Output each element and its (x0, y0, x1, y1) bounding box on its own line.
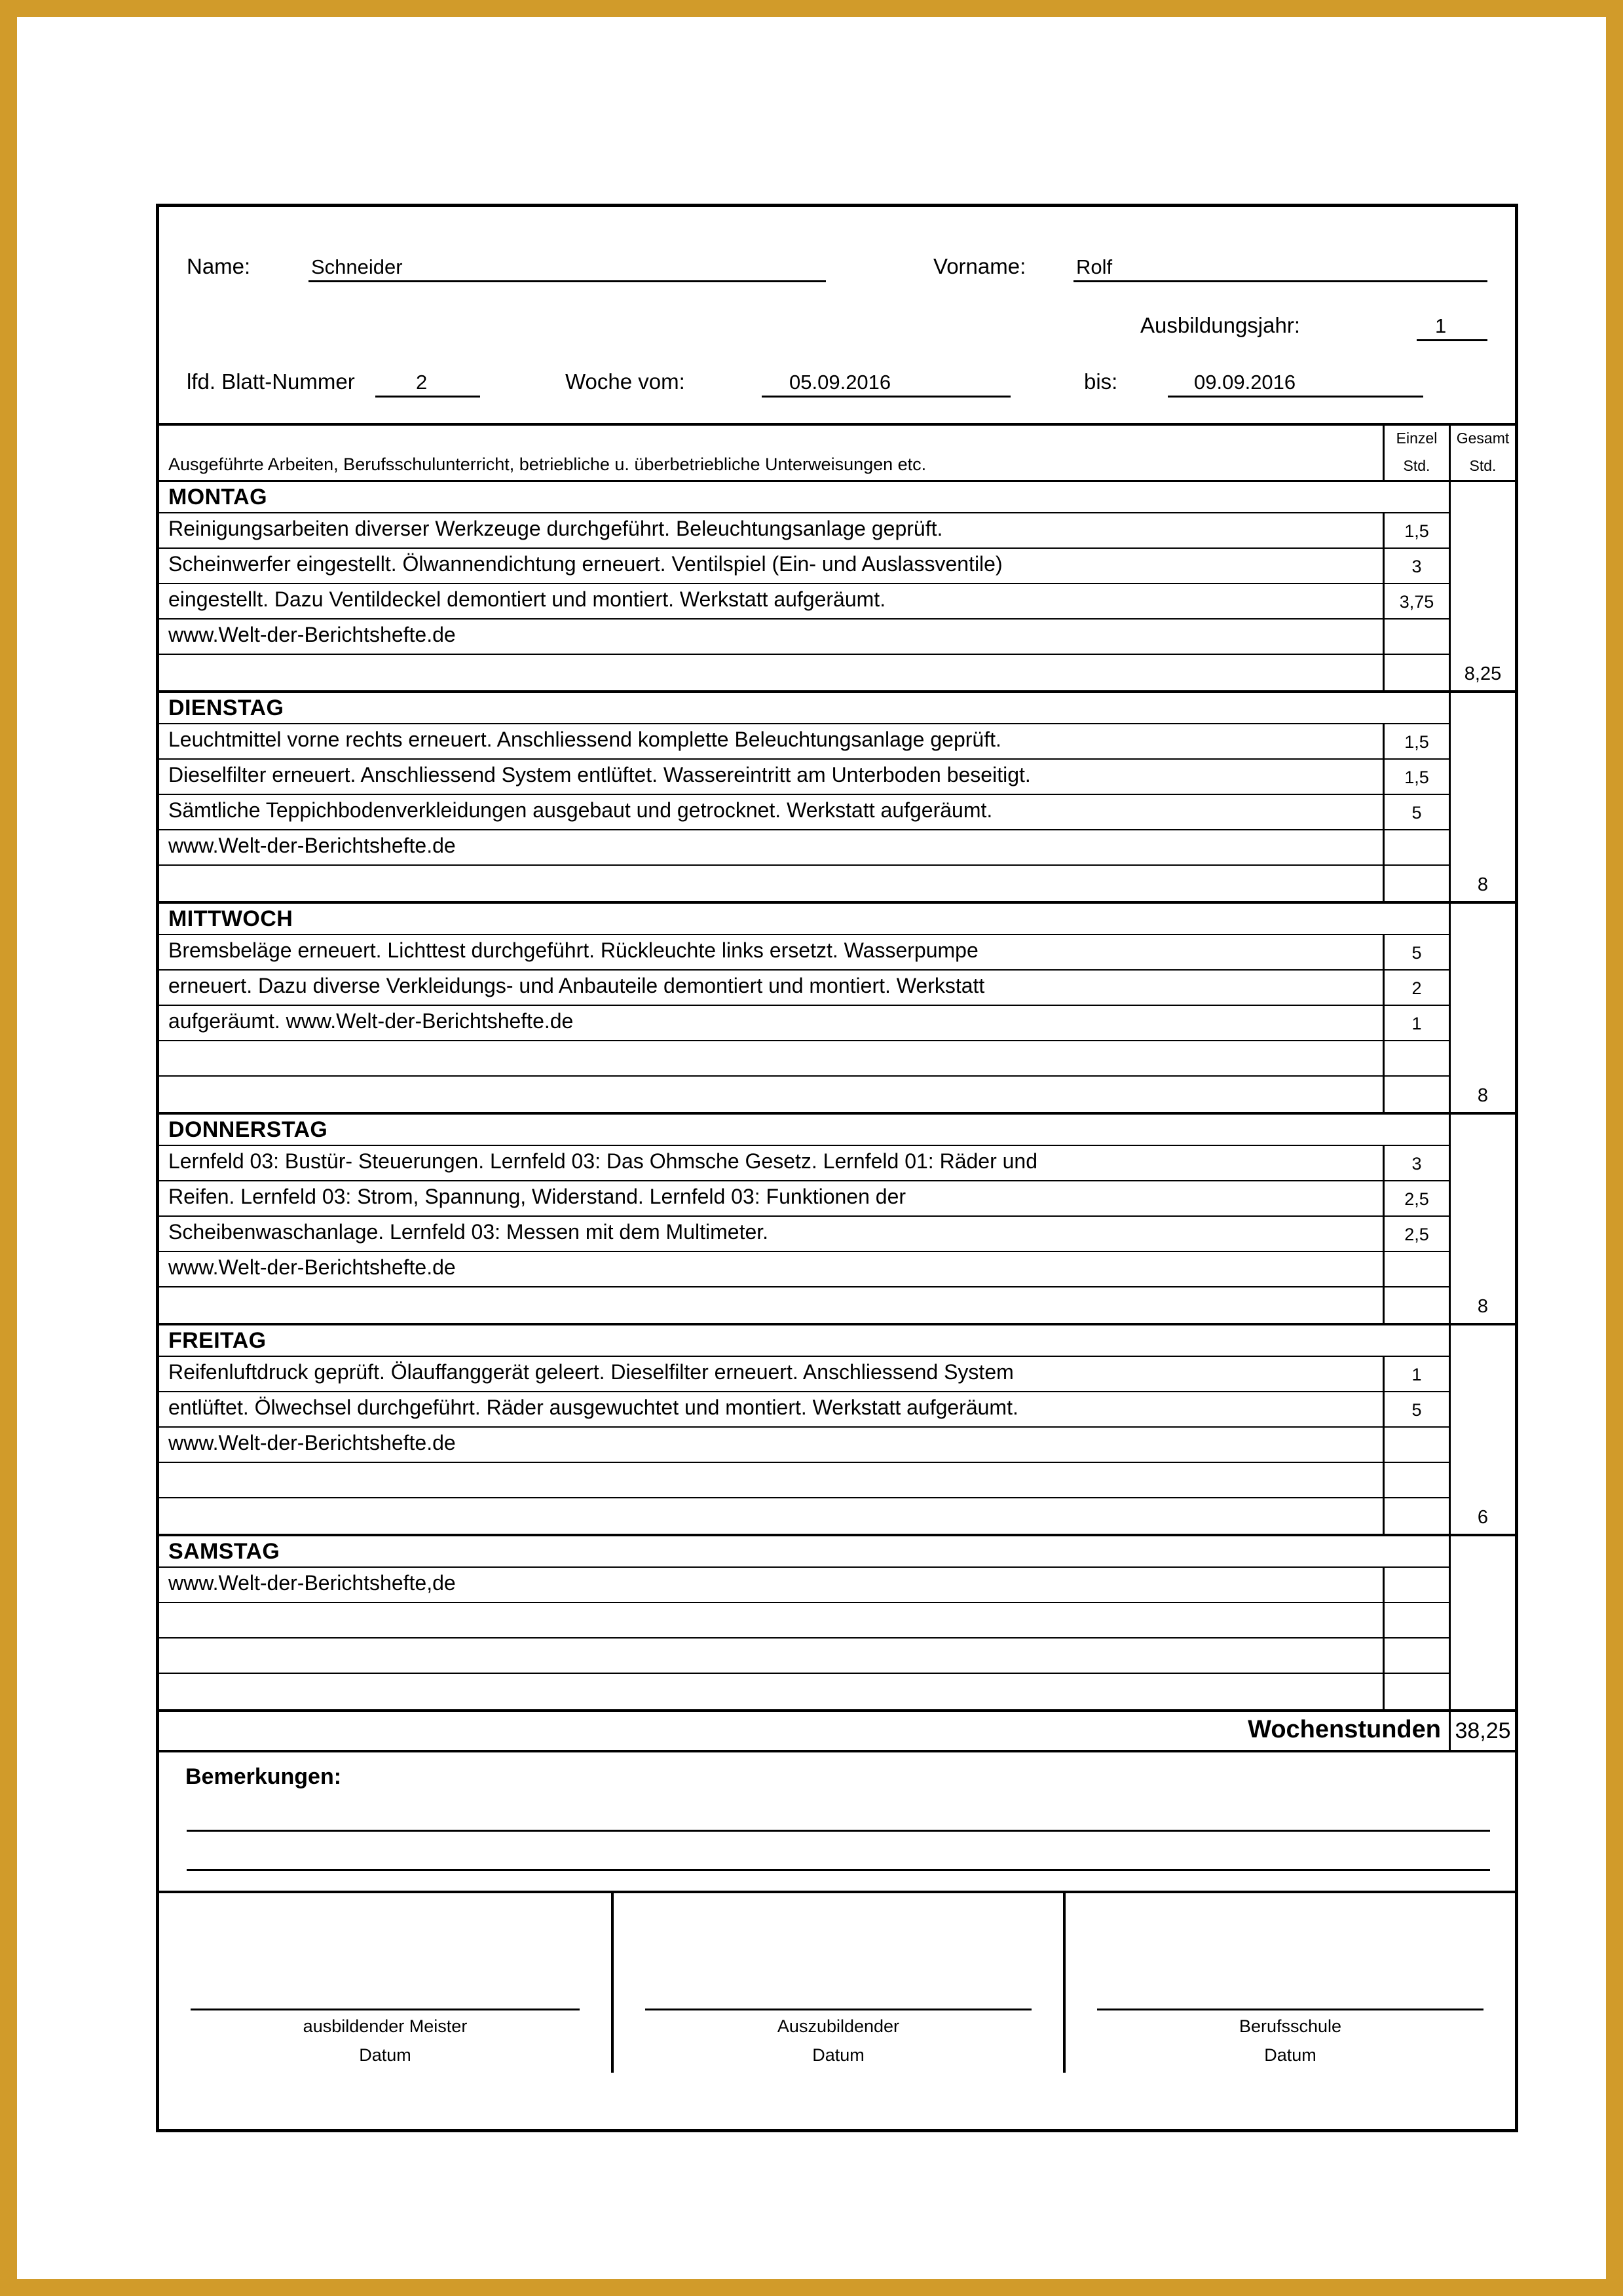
table-row[interactable] (159, 760, 1449, 795)
day-total-mittwoch[interactable] (1449, 904, 1515, 1112)
day-name-mittwoch: MITTWOCH (159, 904, 1449, 935)
day-block-dienstag (159, 693, 1515, 904)
total-hours-header-top: Gesamt (1456, 430, 1510, 447)
signature-cell-school[interactable] (1063, 1893, 1515, 2073)
day-name-montag: MONTAG (159, 482, 1449, 513)
single-hours[interactable] (1383, 1041, 1449, 1075)
single-hours[interactable]: 5 (1383, 935, 1449, 969)
activity-text[interactable]: aufgeräumt. www.Welt-der-Berichtshefte.de (168, 1009, 574, 1033)
training-year-label: Ausbildungsjahr: (1140, 313, 1300, 337)
activity-text[interactable]: Reinigungsarbeiten diverser Werkzeuge durchgeführt. Beleuchtungsanlage geprüft. (168, 517, 943, 540)
single-hours[interactable] (1383, 1287, 1449, 1323)
activity-text[interactable]: www.Welt-der-Berichtshefte.de (168, 623, 456, 646)
activity-text[interactable]: www.Welt-der-Berichtshefte.de (168, 834, 456, 857)
day-left-montag (159, 482, 1449, 690)
week-from-label: Woche vom: (565, 369, 685, 394)
table-row[interactable] (159, 1357, 1449, 1392)
week-from-rule (762, 396, 1011, 398)
sheet-number-value[interactable]: 2 (416, 371, 428, 394)
single-hours[interactable] (1383, 655, 1449, 690)
single-hours[interactable] (1383, 1252, 1449, 1286)
single-hours[interactable] (1383, 1568, 1449, 1602)
sheet-header (159, 207, 1515, 423)
table-row[interactable] (159, 866, 1449, 901)
single-hours[interactable] (1383, 1603, 1449, 1637)
day-total-value: 8 (1477, 1085, 1489, 1106)
signature-section (159, 1893, 1515, 2073)
activity-text[interactable] (159, 655, 1383, 690)
activity-text[interactable]: Dieselfilter erneuert. Anschliessend System entlüftet. Wassereintritt am Unterboden beseitigt. (168, 763, 1031, 787)
activity-text[interactable]: entlüftet. Ölwechsel durchgeführt. Räder ausgewuchtet und montiert. Werkstatt aufgeräumt. (168, 1396, 1018, 1419)
day-name-freitag: FREITAG (159, 1325, 1449, 1357)
signature-date-label: Datum (812, 2045, 865, 2065)
table-row[interactable] (159, 1077, 1449, 1112)
activity-text[interactable]: Sämtliche Teppichbodenverkleidungen ausgebaut und getrocknet. Werkstatt aufgeräumt. (168, 798, 993, 822)
table-row[interactable] (159, 1392, 1449, 1428)
single-hours[interactable]: 1 (1383, 1357, 1449, 1391)
day-block-samstag (159, 1536, 1515, 1712)
week-total-value[interactable]: 38,25 (1449, 1712, 1515, 1750)
day-block-donnerstag (159, 1115, 1515, 1325)
name-rule (308, 280, 826, 282)
table-row[interactable] (159, 724, 1449, 760)
activity-text[interactable]: www.Welt-der-Berichtshefte,de (168, 1571, 456, 1595)
single-hours-header-bottom: Std. (1403, 457, 1430, 474)
single-hours[interactable] (1383, 1077, 1449, 1112)
remarks-line-2[interactable] (187, 1869, 1490, 1871)
table-row[interactable] (159, 1217, 1449, 1252)
single-hours[interactable]: 1 (1383, 1006, 1449, 1040)
single-hours[interactable]: 2,5 (1383, 1217, 1449, 1251)
single-hours[interactable]: 5 (1383, 795, 1449, 829)
week-from-value[interactable]: 05.09.2016 (789, 371, 891, 394)
signature-caption: ausbildender Meister (303, 2016, 468, 2036)
day-name-samstag: SAMSTAG (159, 1536, 1449, 1568)
activity-text[interactable] (159, 866, 1383, 901)
table-row[interactable] (159, 795, 1449, 830)
activity-text[interactable] (159, 1041, 1383, 1075)
week-to-label: bis: (1084, 369, 1118, 394)
single-hours[interactable]: 2,5 (1383, 1181, 1449, 1215)
signature-line (191, 2009, 580, 2010)
day-total-value: 8 (1477, 874, 1489, 895)
day-block-freitag (159, 1325, 1515, 1536)
table-row[interactable] (159, 1252, 1449, 1287)
table-row[interactable] (159, 1603, 1449, 1639)
signature-date-label: Datum (359, 2045, 411, 2065)
activity-text[interactable]: Scheinwerfer eingestellt. Ölwannendichtung erneuert. Ventilspiel (Ein- und Auslassventile) (168, 552, 1003, 576)
single-hours[interactable]: 2 (1383, 971, 1449, 1005)
single-hours[interactable]: 3,75 (1383, 584, 1449, 618)
signature-caption: Auszubildender (777, 2016, 900, 2036)
activity-text[interactable] (159, 1674, 1383, 1709)
single-hours[interactable]: 1,5 (1383, 760, 1449, 794)
day-left-freitag (159, 1325, 1449, 1534)
activity-text[interactable] (159, 1498, 1383, 1534)
table-row[interactable] (159, 1146, 1449, 1181)
signature-cell-master[interactable] (159, 1893, 611, 2073)
single-hours[interactable] (1383, 830, 1449, 864)
table-row[interactable] (159, 1674, 1449, 1709)
activity-text[interactable]: Scheibenwaschanlage. Lernfeld 03: Messen mit dem Multimeter. (168, 1220, 769, 1244)
single-hours[interactable] (1383, 1463, 1449, 1497)
sheet-number-rule (375, 396, 480, 398)
total-hours-column-header (1449, 426, 1515, 480)
single-hours-header-top: Einzel (1396, 430, 1438, 447)
activity-text[interactable]: Lernfeld 03: Bustür- Steuerungen. Lernfeld 03: Das Ohmsche Gesetz. Lernfeld 01: Räder und (168, 1149, 1038, 1173)
description-column-header: Ausgeführte Arbeiten, Berufsschulunterricht, betriebliche u. überbetriebliche Unterweisungen etc. (168, 454, 927, 474)
day-left-dienstag (159, 693, 1449, 901)
day-total-freitag[interactable] (1449, 1325, 1515, 1534)
single-hours-column-header (1383, 426, 1449, 480)
day-total-value: 6 (1477, 1507, 1489, 1528)
single-hours[interactable] (1383, 1428, 1449, 1462)
single-hours[interactable]: 1,5 (1383, 513, 1449, 547)
activity-text[interactable] (159, 1287, 1383, 1323)
firstname-value[interactable]: Rolf (1076, 255, 1113, 278)
table-row[interactable] (159, 620, 1449, 655)
activity-text[interactable]: Reifenluftdruck geprüft. Ölauffanggerät geleert. Dieselfilter erneuert. Anschliessend System (168, 1360, 1014, 1384)
training-year-rule (1417, 339, 1487, 341)
activity-text[interactable]: eingestellt. Dazu Ventildeckel demontiert und montiert. Werkstatt aufgeräumt. (168, 587, 886, 611)
activity-text[interactable]: erneuert. Dazu diverse Verkleidungs- und Anbauteile demontiert und montiert. Werkstatt (168, 974, 985, 997)
day-left-donnerstag (159, 1115, 1449, 1323)
activity-text[interactable] (159, 1603, 1383, 1637)
signature-line (645, 2009, 1032, 2010)
signature-caption: Berufsschule (1239, 2016, 1342, 2036)
activity-text[interactable] (159, 1463, 1383, 1497)
table-row[interactable] (159, 655, 1449, 690)
activity-text[interactable]: Reifen. Lernfeld 03: Strom, Spannung, Widerstand. Lernfeld 03: Funktionen der (168, 1185, 906, 1208)
sheet-number-label: lfd. Blatt-Nummer (187, 369, 355, 394)
firstname-rule (1073, 280, 1487, 282)
single-hours[interactable] (1383, 1639, 1449, 1673)
table-row[interactable] (159, 513, 1449, 549)
table-row[interactable] (159, 1006, 1449, 1041)
table-row[interactable] (159, 830, 1449, 866)
day-total-value: 8,25 (1464, 663, 1502, 684)
activity-text[interactable]: Leuchtmittel vorne rechts erneuert. Anschliessend komplette Beleuchtungsanlage geprüft. (168, 728, 1001, 751)
name-value[interactable]: Schneider (311, 255, 403, 278)
single-hours[interactable] (1383, 1498, 1449, 1534)
signature-line (1097, 2009, 1483, 2010)
name-label: Name: (187, 254, 251, 278)
day-name-donnerstag: DONNERSTAG (159, 1115, 1449, 1146)
table-row[interactable] (159, 584, 1449, 620)
signature-cell-trainee[interactable] (611, 1893, 1063, 2073)
activity-text[interactable]: www.Welt-der-Berichtshefte.de (168, 1255, 456, 1279)
activity-table (159, 423, 1515, 2073)
single-hours[interactable] (1383, 866, 1449, 901)
single-hours[interactable] (1383, 620, 1449, 654)
week-total-label: Wochenstunden (1248, 1716, 1441, 1743)
single-hours[interactable]: 3 (1383, 549, 1449, 583)
single-hours[interactable] (1383, 1674, 1449, 1709)
table-row[interactable] (159, 1463, 1449, 1498)
day-block-montag (159, 482, 1515, 693)
table-row[interactable] (159, 971, 1449, 1006)
remarks-line-1[interactable] (187, 1830, 1490, 1832)
table-column-headers (159, 426, 1515, 482)
day-name-dienstag: DIENSTAG (159, 693, 1449, 724)
signature-date-label: Datum (1264, 2045, 1316, 2065)
activity-text[interactable]: www.Welt-der-Berichtshefte.de (168, 1431, 456, 1454)
table-row[interactable] (159, 1639, 1449, 1674)
table-row[interactable] (159, 1568, 1449, 1603)
day-total-samstag[interactable] (1449, 1536, 1515, 1709)
day-total-montag[interactable] (1449, 482, 1515, 690)
day-total-dienstag[interactable] (1449, 693, 1515, 901)
training-year-value[interactable]: 1 (1435, 314, 1447, 337)
day-block-mittwoch (159, 904, 1515, 1115)
table-row[interactable] (159, 1287, 1449, 1323)
single-hours[interactable]: 5 (1383, 1392, 1449, 1426)
remarks-label: Bemerkungen: (185, 1764, 342, 1789)
total-hours-header-bottom: Std. (1469, 457, 1497, 474)
day-total-donnerstag[interactable] (1449, 1115, 1515, 1323)
table-row[interactable] (159, 1498, 1449, 1534)
day-left-mittwoch (159, 904, 1449, 1112)
table-row[interactable] (159, 935, 1449, 971)
single-hours[interactable]: 1,5 (1383, 724, 1449, 758)
day-total-value: 8 (1477, 1296, 1489, 1317)
activity-text[interactable] (159, 1639, 1383, 1673)
day-left-samstag (159, 1536, 1449, 1709)
activity-text[interactable]: Bremsbeläge erneuert. Lichttest durchgeführt. Rückleuchte links ersetzt. Wasserpumpe (168, 938, 979, 962)
table-row[interactable] (159, 1181, 1449, 1217)
activity-text[interactable] (159, 1077, 1383, 1112)
remarks-section (159, 1752, 1515, 1893)
single-hours[interactable]: 3 (1383, 1146, 1449, 1180)
table-row[interactable] (159, 1041, 1449, 1077)
week-to-value[interactable]: 09.09.2016 (1194, 371, 1296, 394)
firstname-label: Vorname: (933, 254, 1026, 278)
week-to-rule (1168, 396, 1423, 398)
table-row[interactable] (159, 549, 1449, 584)
week-total-row (159, 1712, 1515, 1752)
table-row[interactable] (159, 1428, 1449, 1463)
report-sheet (156, 204, 1518, 2132)
